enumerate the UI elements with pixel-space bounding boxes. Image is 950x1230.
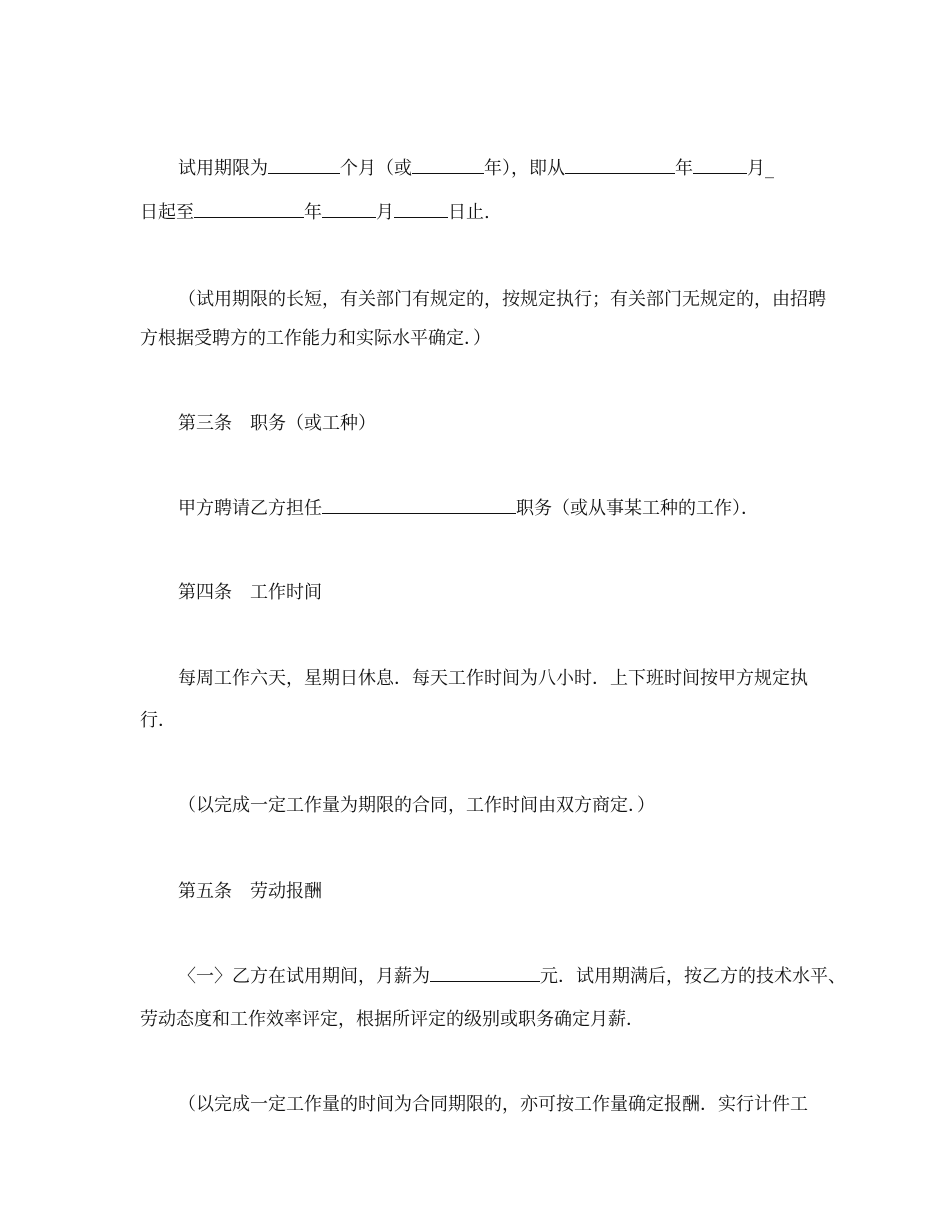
start-month-blank[interactable]: [693, 155, 747, 174]
article5-item1-suffix: 元．试用期满后，按乙方的技术水平、: [540, 966, 846, 987]
months-blank[interactable]: [268, 155, 340, 174]
probation-day-start: 日起至: [140, 202, 194, 223]
article5-heading: 第五条 劳动报酬: [178, 881, 322, 902]
note-probation-line-2: 方根据受聘方的工作能力和实际水平确定．）: [140, 328, 491, 349]
article5-note-line-1: （以完成一定工作量的时间为合同期限的，亦可按工作量确定报酬．实行计件工: [178, 1094, 808, 1115]
probation-line-2: [140, 199, 490, 226]
years-blank[interactable]: [412, 155, 484, 174]
article5-item1-line-1: [178, 963, 846, 990]
article3-body: [178, 495, 759, 522]
probation-end-month-label: 月: [376, 202, 394, 223]
probation-day-end: 日止.: [448, 202, 490, 223]
article3-heading: 第三条 职务（或工种）: [178, 413, 376, 434]
note-probation-line-1: （试用期限的长短，有关部门有规定的，按规定执行；有关部门无规定的，由招聘: [178, 289, 826, 310]
article5-item1-line-2: 劳动态度和工作效率评定，根据所评定的级别或职务确定月薪．: [140, 1009, 644, 1030]
article3-body-suffix: 职务（或从事某工种的工作）．: [516, 498, 759, 519]
salary-blank[interactable]: [430, 963, 540, 982]
article5-item1-prefix: 〈一〉乙方在试用期间，月薪为: [178, 966, 430, 987]
probation-unit-years: 年），即从: [484, 158, 565, 179]
article4-body-line-2: 行．: [140, 710, 176, 731]
position-blank[interactable]: [322, 495, 516, 514]
end-day-blank[interactable]: [394, 199, 448, 218]
article4-heading: 第四条 工作时间: [178, 582, 322, 603]
probation-unit-months: 个月（或: [340, 158, 412, 179]
end-month-blank[interactable]: [322, 199, 376, 218]
probation-unit-year2: 年: [675, 158, 693, 179]
start-year-blank[interactable]: [565, 155, 675, 174]
article4-note: （以完成一定工作量为期限的合同，工作时间由双方商定．）: [178, 795, 655, 816]
probation-unit-month2: 月_: [747, 158, 774, 179]
article3-body-prefix: 甲方聘请乙方担任: [178, 498, 322, 519]
probation-end-year-label: 年: [304, 202, 322, 223]
probation-prefix: 试用期限为: [178, 158, 268, 179]
probation-line-1: [178, 155, 774, 182]
end-year-blank[interactable]: [194, 199, 304, 218]
article4-body-line-1: 每周工作六天，星期日休息．每天工作时间为八小时．上下班时间按甲方规定执: [178, 668, 808, 689]
